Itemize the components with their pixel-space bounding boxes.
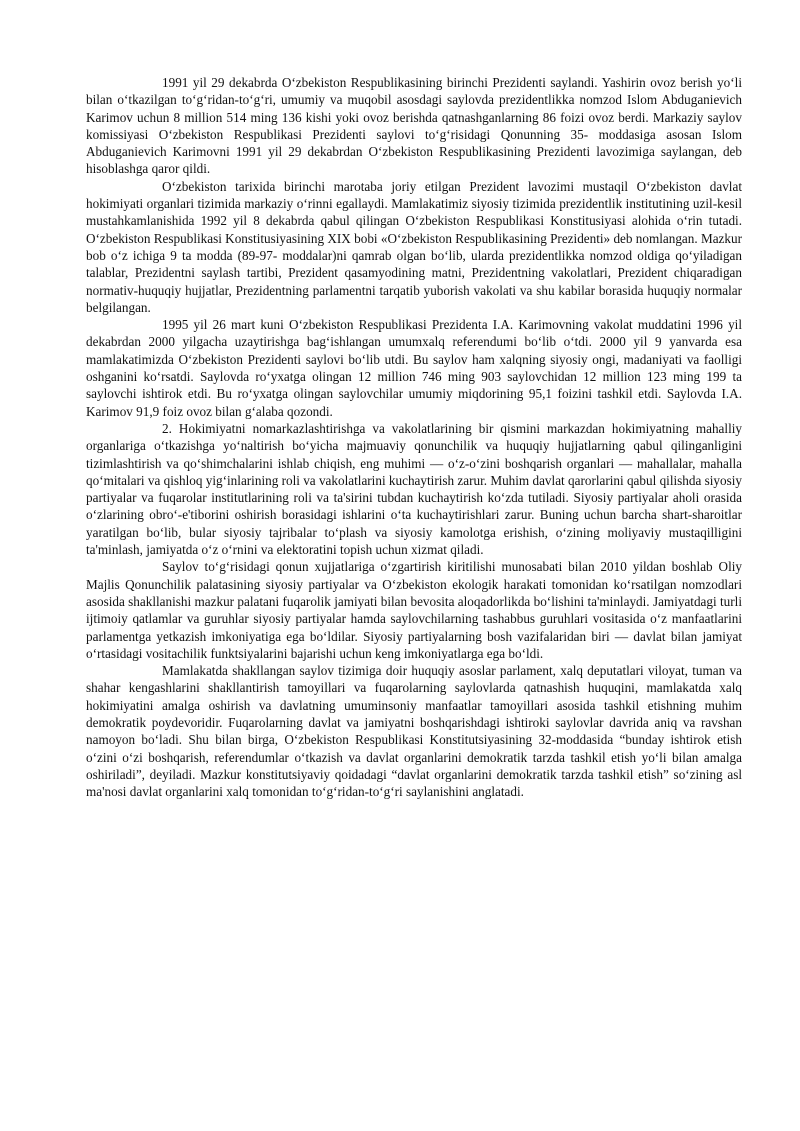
- paragraph-6: Mamlakatda shakllangan saylov tizimiga doir huquqiy asoslar parlament, xalq deputatlari viloyat, tuman va shahar kengashlarini shakllantirish tamoyillari va fuqarolarning saylovlarda qatnashish huquqini, mamlakatda xalq hokimiyatini amalga oshirish va davlatning umuminsoniy manfaatlar tamoyillari asosida tashkil etishning muhim demokratik poydevoridir. Fuqarolarning davlat va jamiyatni boshqarishdagi ishtiroki saylovlar davrida aniq va ravshan namoyon bo‘ladi. Shu bilan birga, O‘zbekiston Respublikasi Konstitutsiyasining 32-moddasida “bunday ishtirok etish o‘zini o‘zi boshqarish, referendumlar o‘tkazish va davlat organlarini demokratik tarzda tashkil etish yo‘li bilan amalga oshiriladi”, deyiladi. Mazkur konstitutsiyaviy qoidadagi “davlat organlarini demokratik tarzda tashkil etish” so‘zining asl ma'nosi davlat organlarini xalq tomonidan to‘g‘ridan-to‘g‘ri saylanishini anglatadi.: [86, 663, 742, 800]
- document-body: [86, 74, 742, 800]
- paragraph-5: Saylov to‘g‘risidagi qonun xujjatlariga o‘zgartirish kiritilishi munosabati bilan 2010 yildan boshlab Oliy Majlis Qonunchilik palatasining siyosiy partiyalar va O‘zbekiston ekologik harakati tomonidan ko‘rsatilgan nomzodlari asosida shakllanishi mazkur palatani fuqarolik jamiyati bilan bevosita aloqadorlikda bo‘lishini ta'minlaydi. Jamiyatdagi turli ijtimoiy qatlamlar va guruhlar siyosiy partiyalar hamda saylovchilarning tashabbus guruhlari vositasida o‘z manfaatlarini parlamentga yetkazish imkoniyatiga ega bo‘ldilar. Siyosiy partiyalarning bosh vazifalaridan biri — davlat bilan jamiyat o‘rtasidagi vositachilik funktsiyalarini bajarishi uchun keng imkoniyatlarga ega bo‘ldi.: [86, 559, 742, 661]
- paragraph-1: 1991 yil 29 dekabrda O‘zbekiston Respublikasining birinchi Prezidenti saylandi. Yashirin ovoz berish yo‘li bilan o‘tkazilgan to‘g‘ridan-to‘g‘ri, umumiy va muqobil asosdagi saylovda prezidentlikka nomzod Islom Abduganievich Karimov uchun 8 million 514 ming 136 kishi yoki ovoz berishda qatnashganlarning 86 foizi ovoz berdi. Markaziy saylov komissiyasi O‘zbekiston Respublikasi Prezidenti saylovi to‘g‘risidagi Qonunning 35- moddasiga asosan Islom Abduganievich Karimovni 1991 yil 29 dekabrdan O‘zbekiston Respublikasining Prezidenti lavozimiga saylangan, deb hisoblashga qaror qildi.: [86, 75, 742, 177]
- paragraph-3: 1995 yil 26 mart kuni O‘zbekiston Respublikasi Prezidenta I.A. Karimovning vakolat muddatini 1996 yil dekabrdan 2000 yilgacha uzaytirishga bag‘ishlangan umumxalq referendumi bo‘lib o‘tdi. 2000 yil 9 yanvarda esa mamlakatimizda O‘zbekiston Prezidenti saylovi bo‘lib utdi. Bu saylov ham xalqning siyosiy ongi, madaniyati va faolligi oshganini ko‘rsatdi. Saylovda ro‘yxatga olingan 12 million 746 ming 903 saylovchidan 12 million 123 ming 199 ta saylovchi ishtirok etdi. Bu ro‘yxatga olingan saylovchilar umumiy miqdorining 95,1 foizini tashkil etdi. Saylovda I.A. Karimov 91,9 foiz ovoz bilan g‘alaba qozondi.: [86, 317, 742, 419]
- paragraph-4: 2. Hokimiyatni nomarkazlashtirishga va vakolatlarining bir qismini markazdan hokimiyatning mahalliy organlariga o‘tkazishga yo‘naltirish bo‘yicha majmuaviy qonunchilik va huquqiy hujjatlarning qabul qilinganligini tizimlashtirish va qo‘shimchalarini ishlab chiqish, eng muhimi — o‘z-o‘zini boshqarish organlari — mahallalar, mahalla qo‘mitalari va qishloq yig‘inlarining roli va vakolatlarini kuchaytirish zarur. Muhim davlat qarorlarini qabul qilishda siyosiy partiyalar va fuqarolar institutlarining roli va ta'sirini tubdan kuchaytirish ko‘zda tutiladi. Siyosiy partiyalar aholi orasida o‘zlarining obro‘-e'tiborini oshirish borasidagi ishlarini o‘ta kuchaytirishlari zarur. Buning uchun barcha shart-sharoitlar yaratilgan bo‘lib, bular siyosiy tajribalar to‘plash va siyosiy kamolotga erishish, o‘zining moliyaviy mustaqilligini ta'minlash, jamiyatda o‘z o‘rnini va elektoratini topish uchun xizmat qiladi.: [86, 420, 742, 558]
- paragraph-2: O‘zbekiston tarixida birinchi marotaba joriy etilgan Prezident lavozimi mustaqil O‘zbekiston davlat hokimiyati organlari tizimida markaziy o‘rinni egallaydi. Mamlakatimiz siyosiy tizimida prezidentlik institutining uzil-kesil mustahkamlanishida 1992 yil 8 dekabrda qabul qilingan O‘zbekiston Respublikasi Konstitusiyasi alohida o‘rin tutadi. O‘zbekiston Respublikasi Konstitusiyasining XIX bobi «O‘zbekiston Respublikasining Prezidenti» deb nomlangan. Mazkur bob o‘z ichiga 9 ta modda (89-97- moddalar)ni qamrab olgan bo‘lib, ularda prezidentlikka nomzod oldiga qo‘yiladigan talablar, Prezidentni saylash tartibi, Prezident qasamyodining matni, Prezidentning vakolatlari, Prezident chiqaradigan normativ-huquqiy hujjatlar, Prezidentning parlamentni tarqatib yuborish vakolati va shu kabilar borasida huquqiy normalar belgilangan.: [86, 178, 742, 315]
